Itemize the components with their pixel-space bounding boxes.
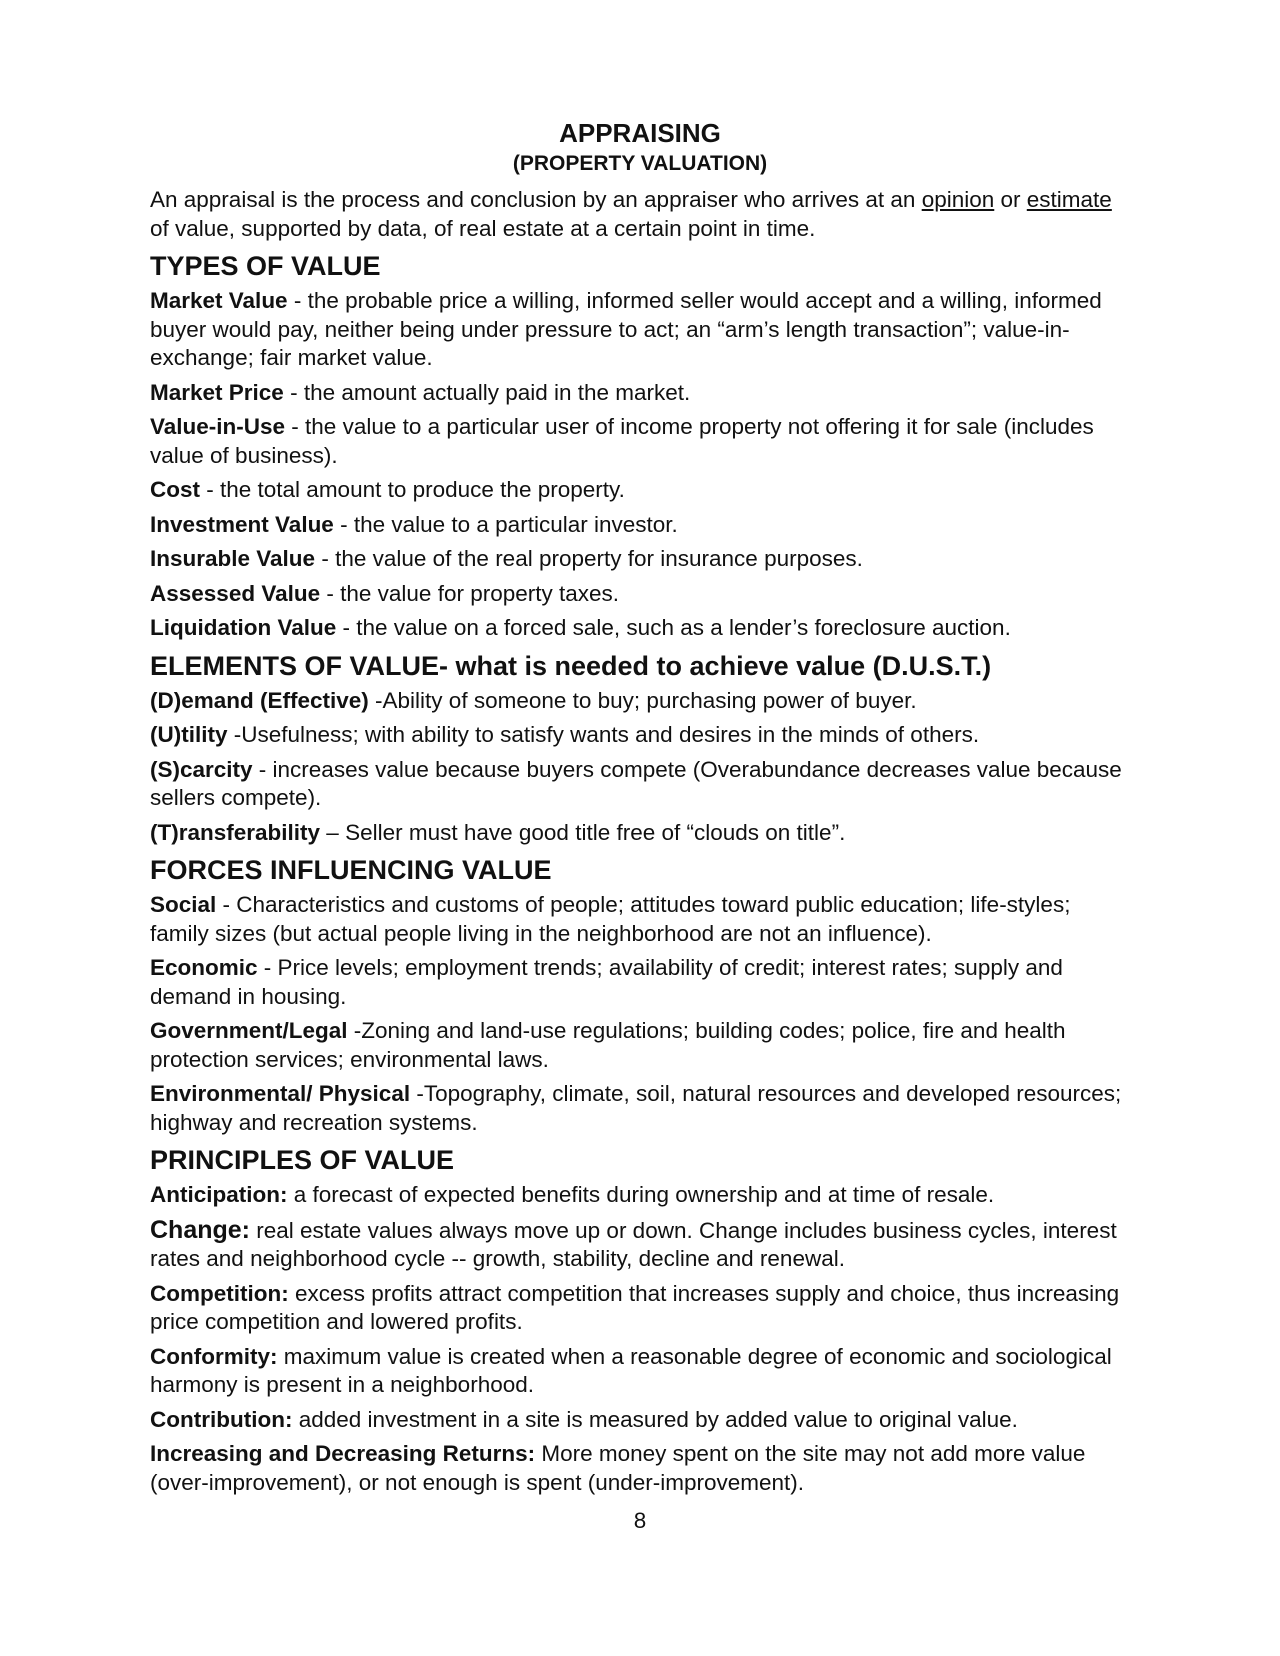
entry-term: Conformity: bbox=[150, 1343, 278, 1369]
intro-text-1: An appraisal is the process and conclusion by an appraiser who arrives at an bbox=[150, 187, 922, 212]
entry-text: - the amount actually paid in the market. bbox=[283, 379, 691, 405]
entry-transferability bbox=[150, 819, 1130, 848]
intro-text-3: of value, supported by data, of real estate at a certain point in time. bbox=[150, 215, 816, 241]
entry-text: - the value of the real property for insurance purposes. bbox=[315, 546, 863, 571]
entry-text: - increases value because buyers compete (Overabundance decreases value because sellers compete). bbox=[150, 756, 1122, 810]
entry-utility bbox=[150, 721, 1130, 750]
entry-competition bbox=[150, 1280, 1130, 1337]
entry-term: Assessed Value bbox=[150, 580, 321, 606]
entry-text: a forecast of expected benefits during ownership and at time of resale. bbox=[287, 1182, 995, 1207]
entry-term: Anticipation: bbox=[150, 1182, 288, 1207]
entry-term: (U)tility bbox=[150, 722, 228, 747]
section-heading-types-of-value: TYPES OF VALUE bbox=[150, 251, 381, 281]
entry-text: - Price levels; employment trends; availability of credit; interest rates; supply and demand in housing. bbox=[150, 955, 1063, 1009]
entry-term: Insurable Value bbox=[150, 546, 316, 571]
entry-economic bbox=[150, 954, 1130, 1011]
entry-text: real estate values always move up or down. Change includes business cycles, interest rates and neighborhood cycle -- growth, stability, decline and renewal. bbox=[150, 1217, 1117, 1271]
intro-underlined-estimate: estimate bbox=[1026, 187, 1112, 212]
entry-term: (S)carcity bbox=[150, 756, 253, 782]
document-page bbox=[150, 116, 1130, 1536]
entry-term: Contribution: bbox=[150, 1406, 293, 1432]
entry-term: Market Price bbox=[150, 379, 284, 405]
entry-text: -Zoning and land-use regulations; building codes; police, fire and health protection services; environmental laws. bbox=[150, 1018, 1066, 1072]
entry-market-value bbox=[150, 287, 1130, 373]
intro-text-2: or bbox=[994, 187, 1027, 212]
entry-term: Cost bbox=[150, 477, 200, 502]
entry-term: Liquidation Value bbox=[150, 615, 337, 640]
entry-text: - the probable price a willing, informed seller would accept and a willing, informed buyer would pay, neither being under pressure to act; an “arm’s length transaction”; value-in-exchange; fair market value. bbox=[150, 288, 1102, 370]
entry-text: - the value on a forced sale, such as a lender’s foreclosure auction. bbox=[336, 615, 1011, 640]
intro-underlined-opinion: opinion bbox=[921, 187, 995, 212]
entry-term: (T)ransferability bbox=[150, 819, 321, 845]
entry-term: Economic bbox=[150, 955, 258, 980]
entry-term: (D)emand (Effective) bbox=[150, 687, 369, 713]
page-number: 8 bbox=[633, 1508, 647, 1533]
entry-text: – Seller must have good title free of “clouds on title”. bbox=[320, 819, 846, 845]
entry-assessed-value bbox=[150, 580, 1130, 609]
entry-text: - Characteristics and customs of people; attitudes toward public education; life-styles; family sizes (but actual people living in the neighborhood are not an influence). bbox=[150, 892, 1071, 946]
entry-text: maximum value is created when a reasonable degree of economic and sociological harmony is present in a neighborhood. bbox=[150, 1343, 1112, 1397]
entry-term: Competition: bbox=[150, 1280, 289, 1306]
page-title: APPRAISING bbox=[559, 118, 721, 148]
section-heading-principles: PRINCIPLES OF VALUE bbox=[150, 1145, 455, 1175]
entry-cost bbox=[150, 476, 1130, 505]
entry-social bbox=[150, 891, 1130, 948]
entry-term: Social bbox=[150, 892, 217, 917]
entry-text: -Topography, climate, soil, natural resources and developed resources; highway and recreation systems. bbox=[150, 1081, 1122, 1135]
entry-text: More money spent on the site may not add more value (over-improvement), or not enough is spent (under-improvement). bbox=[150, 1441, 1086, 1495]
entry-environmental-physical bbox=[150, 1080, 1130, 1137]
entry-term: Increasing and Decreasing Returns: bbox=[150, 1441, 536, 1466]
entry-anticipation bbox=[150, 1181, 1130, 1210]
entry-text: excess profits attract competition that increases supply and choice, thus increasing price competition and lowered profits. bbox=[150, 1280, 1120, 1334]
entry-investment-value bbox=[150, 511, 1130, 540]
intro-paragraph bbox=[150, 186, 1130, 243]
entry-text: added investment in a site is measured by added value to original value. bbox=[292, 1406, 1018, 1432]
entry-conformity bbox=[150, 1343, 1130, 1400]
entry-term: Investment Value bbox=[150, 511, 334, 537]
entry-value-in-use bbox=[150, 413, 1130, 470]
entry-text: -Usefulness; with ability to satisfy wants and desires in the minds of others. bbox=[227, 722, 980, 747]
entry-demand bbox=[150, 687, 1130, 716]
entry-term: Value-in-Use bbox=[150, 414, 286, 439]
entry-text: - the value to a particular investor. bbox=[333, 511, 678, 537]
entry-market-price bbox=[150, 379, 1130, 408]
entry-increasing-decreasing-returns bbox=[150, 1440, 1130, 1497]
entry-government-legal bbox=[150, 1017, 1130, 1074]
entry-term: Environmental/ Physical bbox=[150, 1081, 411, 1106]
section-heading-elements-of-value: ELEMENTS OF VALUE- what is needed to achieve value (D.U.S.T.) bbox=[150, 650, 992, 681]
entry-change bbox=[150, 1216, 1130, 1274]
page-subtitle: (PROPERTY VALUATION) bbox=[512, 152, 768, 175]
entry-insurable-value bbox=[150, 545, 1130, 574]
entry-contribution bbox=[150, 1406, 1130, 1435]
entry-text: -Ability of someone to buy; purchasing power of buyer. bbox=[368, 687, 917, 713]
entry-text: - the value to a particular user of income property not offering it for sale (includes value of business). bbox=[150, 414, 1094, 468]
entry-liquidation-value bbox=[150, 614, 1130, 643]
entry-text: - the value for property taxes. bbox=[320, 580, 620, 606]
entry-term: Market Value bbox=[150, 288, 288, 313]
entry-text: - the total amount to produce the property. bbox=[200, 477, 625, 502]
entry-term: Change: bbox=[150, 1215, 250, 1244]
section-heading-forces: FORCES INFLUENCING VALUE bbox=[150, 855, 552, 885]
entry-term: Government/Legal bbox=[150, 1018, 348, 1043]
entry-scarcity bbox=[150, 756, 1130, 813]
